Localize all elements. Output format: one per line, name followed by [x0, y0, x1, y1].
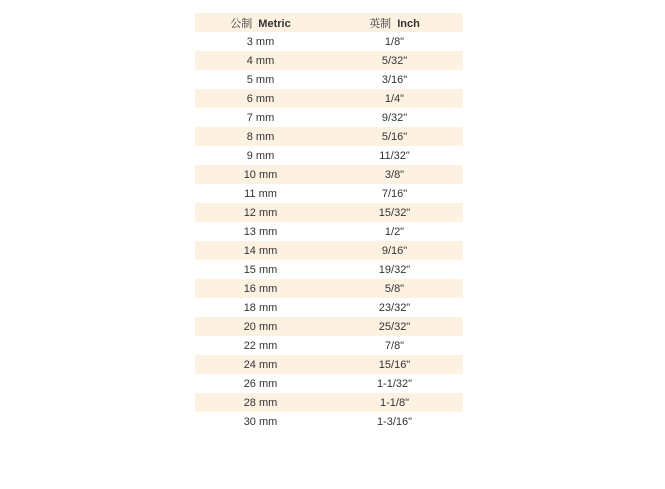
table-row	[195, 127, 463, 146]
table-row	[195, 146, 463, 165]
table-row	[195, 298, 463, 317]
inch-cell: 1/2"	[384, 225, 405, 238]
metric-cell: 20 mm	[243, 320, 278, 333]
table-row	[195, 51, 463, 70]
inch-cell: 1/8"	[384, 35, 405, 48]
table-row	[195, 89, 463, 108]
metric-cell: 13 mm	[243, 225, 278, 238]
inch-cell: 1-1/8"	[380, 396, 409, 409]
inch-cell: 1/4"	[384, 92, 405, 105]
header-metric	[195, 15, 326, 31]
inch-cell: 5/16"	[381, 130, 408, 143]
metric-cell: 10 mm	[243, 168, 278, 181]
inch-cell: 1-1/32"	[376, 377, 413, 390]
metric-cell: 6 mm	[246, 92, 275, 105]
header-metric-en: Metric	[258, 17, 291, 30]
inch-cell: 19/32"	[378, 263, 411, 276]
inch-cell: 3/8"	[384, 168, 405, 181]
table-row	[195, 203, 463, 222]
inch-cell: 23/32"	[378, 301, 411, 314]
metric-cell: 12 mm	[243, 206, 278, 219]
metric-cell: 15 mm	[243, 263, 278, 276]
metric-cell: 3 mm	[246, 35, 275, 48]
table-row	[195, 279, 463, 298]
table-row	[195, 336, 463, 355]
inch-cell: 5/32"	[381, 54, 408, 67]
metric-cell: 9 mm	[246, 149, 275, 162]
metric-cell: 18 mm	[243, 301, 278, 314]
table-row	[195, 374, 463, 393]
metric-cell: 7 mm	[246, 111, 275, 124]
metric-cell: 30 mm	[243, 415, 278, 428]
table-row	[195, 241, 463, 260]
inch-cell: 5/8"	[384, 282, 405, 295]
table-header	[195, 13, 463, 32]
inch-cell: 25/32"	[378, 320, 411, 333]
inch-cell: 7/8"	[384, 339, 405, 352]
table-row	[195, 108, 463, 127]
size-conversion-table	[195, 13, 463, 431]
table-row	[195, 317, 463, 336]
table-row	[195, 70, 463, 89]
metric-cell: 11 mm	[244, 187, 277, 200]
header-inch-en: Inch	[397, 17, 420, 30]
inch-cell: 1-3/16"	[376, 415, 413, 428]
header-metric-cn: 公制	[230, 17, 253, 30]
table-row	[195, 165, 463, 184]
table-row	[195, 393, 463, 412]
metric-cell: 14 mm	[243, 244, 278, 257]
metric-cell: 26 mm	[243, 377, 278, 390]
inch-cell: 15/32"	[378, 206, 411, 219]
inch-cell: 11/32"	[379, 149, 410, 162]
table-row	[195, 32, 463, 51]
inch-cell: 15/16"	[378, 358, 411, 371]
header-inch	[326, 15, 463, 31]
table-row	[195, 355, 463, 374]
header-inch-cn: 英制	[369, 17, 392, 30]
metric-cell: 4 mm	[246, 54, 275, 67]
metric-cell: 24 mm	[243, 358, 278, 371]
inch-cell: 3/16"	[381, 73, 408, 86]
metric-cell: 8 mm	[246, 130, 275, 143]
inch-cell: 9/32"	[381, 111, 408, 124]
table-row	[195, 412, 463, 431]
inch-cell: 9/16"	[381, 244, 408, 257]
table-body	[195, 32, 463, 431]
metric-cell: 28 mm	[243, 396, 278, 409]
metric-cell: 16 mm	[243, 282, 278, 295]
table-row	[195, 222, 463, 241]
table-row	[195, 184, 463, 203]
metric-cell: 5 mm	[246, 73, 275, 86]
metric-cell: 22 mm	[243, 339, 278, 352]
table-row	[195, 260, 463, 279]
inch-cell: 7/16"	[381, 187, 408, 200]
